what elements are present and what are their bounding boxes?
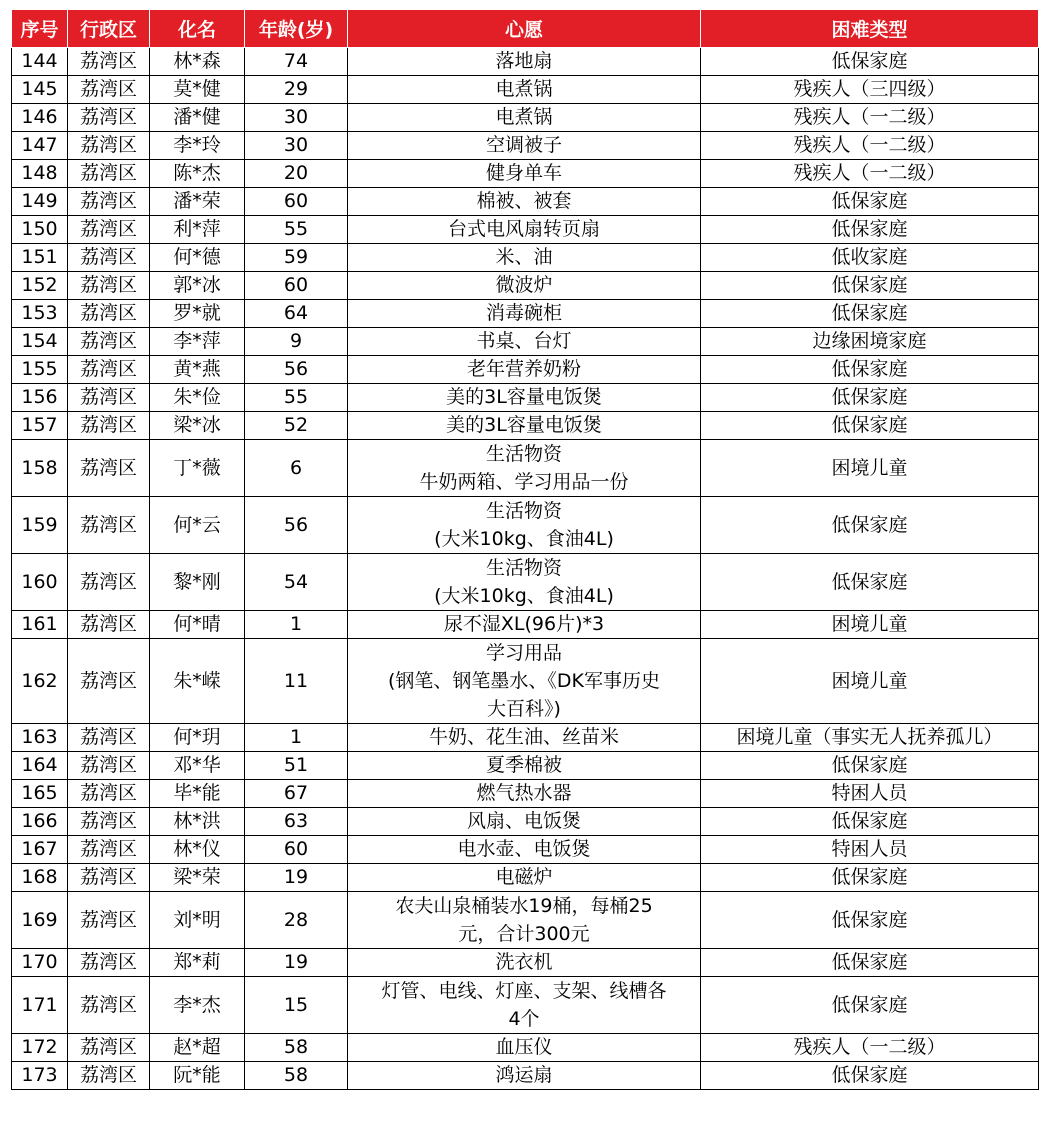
header-age: 年龄(岁) bbox=[245, 10, 348, 48]
cell-wish: 生活物资 牛奶两箱、学习用品一份 bbox=[348, 440, 701, 497]
cell-seq: 160 bbox=[12, 554, 68, 611]
table-row bbox=[12, 384, 1039, 412]
header-district: 行政区 bbox=[68, 10, 150, 48]
cell-hardship-type: 低保家庭 bbox=[701, 48, 1039, 76]
cell-hardship-type: 低保家庭 bbox=[701, 864, 1039, 892]
cell-hardship-type: 困境儿童 bbox=[701, 611, 1039, 639]
table-row bbox=[12, 48, 1039, 76]
cell-district: 荔湾区 bbox=[68, 356, 150, 384]
cell-hardship-type: 低保家庭 bbox=[701, 384, 1039, 412]
cell-age: 58 bbox=[245, 1062, 348, 1090]
table-row bbox=[12, 412, 1039, 440]
cell-age: 60 bbox=[245, 272, 348, 300]
table-row bbox=[12, 554, 1039, 611]
cell-alias: 郭*冰 bbox=[150, 272, 245, 300]
table-row bbox=[12, 328, 1039, 356]
cell-age: 54 bbox=[245, 554, 348, 611]
cell-alias: 李*萍 bbox=[150, 328, 245, 356]
cell-district: 荔湾区 bbox=[68, 554, 150, 611]
cell-age: 19 bbox=[245, 949, 348, 977]
cell-district: 荔湾区 bbox=[68, 1062, 150, 1090]
cell-alias: 潘*健 bbox=[150, 104, 245, 132]
cell-wish: 血压仪 bbox=[348, 1034, 701, 1062]
cell-seq: 144 bbox=[12, 48, 68, 76]
table-row bbox=[12, 188, 1039, 216]
cell-alias: 黄*燕 bbox=[150, 356, 245, 384]
cell-seq: 165 bbox=[12, 780, 68, 808]
cell-age: 63 bbox=[245, 808, 348, 836]
cell-age: 19 bbox=[245, 864, 348, 892]
cell-wish: 灯管、电线、灯座、支架、线槽各 4个 bbox=[348, 977, 701, 1034]
wish-list-table bbox=[11, 9, 1039, 1090]
cell-wish: 书桌、台灯 bbox=[348, 328, 701, 356]
table-row bbox=[12, 836, 1039, 864]
cell-seq: 156 bbox=[12, 384, 68, 412]
cell-alias: 李*杰 bbox=[150, 977, 245, 1034]
cell-district: 荔湾区 bbox=[68, 104, 150, 132]
cell-district: 荔湾区 bbox=[68, 836, 150, 864]
cell-district: 荔湾区 bbox=[68, 724, 150, 752]
cell-seq: 161 bbox=[12, 611, 68, 639]
cell-hardship-type: 低保家庭 bbox=[701, 808, 1039, 836]
cell-alias: 何*德 bbox=[150, 244, 245, 272]
header-row bbox=[12, 10, 1039, 48]
cell-district: 荔湾区 bbox=[68, 949, 150, 977]
table-row bbox=[12, 272, 1039, 300]
table-row bbox=[12, 639, 1039, 724]
cell-wish: 燃气热水器 bbox=[348, 780, 701, 808]
cell-alias: 黎*刚 bbox=[150, 554, 245, 611]
cell-hardship-type: 低保家庭 bbox=[701, 356, 1039, 384]
cell-seq: 150 bbox=[12, 216, 68, 244]
cell-age: 9 bbox=[245, 328, 348, 356]
table-row bbox=[12, 892, 1039, 949]
cell-wish: 学习用品 (钢笔、钢笔墨水、《DK军事历史 大百科》) bbox=[348, 639, 701, 724]
cell-wish: 美的3L容量电饭煲 bbox=[348, 384, 701, 412]
cell-hardship-type: 残疾人（一二级） bbox=[701, 1034, 1039, 1062]
cell-wish: 电煮锅 bbox=[348, 76, 701, 104]
cell-wish: 米、油 bbox=[348, 244, 701, 272]
cell-seq: 157 bbox=[12, 412, 68, 440]
cell-district: 荔湾区 bbox=[68, 1034, 150, 1062]
cell-district: 荔湾区 bbox=[68, 300, 150, 328]
cell-hardship-type: 低保家庭 bbox=[701, 188, 1039, 216]
cell-wish: 生活物资 (大米10kg、食油4L) bbox=[348, 554, 701, 611]
cell-district: 荔湾区 bbox=[68, 440, 150, 497]
cell-alias: 潘*荣 bbox=[150, 188, 245, 216]
cell-district: 荔湾区 bbox=[68, 639, 150, 724]
cell-age: 1 bbox=[245, 611, 348, 639]
cell-district: 荔湾区 bbox=[68, 412, 150, 440]
table-row bbox=[12, 104, 1039, 132]
table-row bbox=[12, 76, 1039, 104]
cell-alias: 利*萍 bbox=[150, 216, 245, 244]
cell-wish: 电磁炉 bbox=[348, 864, 701, 892]
cell-alias: 何*晴 bbox=[150, 611, 245, 639]
cell-age: 15 bbox=[245, 977, 348, 1034]
cell-wish: 生活物资 (大米10kg、食油4L) bbox=[348, 497, 701, 554]
cell-alias: 何*玥 bbox=[150, 724, 245, 752]
cell-hardship-type: 低收家庭 bbox=[701, 244, 1039, 272]
cell-hardship-type: 残疾人（一二级） bbox=[701, 160, 1039, 188]
cell-district: 荔湾区 bbox=[68, 132, 150, 160]
cell-seq: 167 bbox=[12, 836, 68, 864]
cell-alias: 阮*能 bbox=[150, 1062, 245, 1090]
cell-alias: 梁*荣 bbox=[150, 864, 245, 892]
cell-alias: 林*森 bbox=[150, 48, 245, 76]
header-hardship-type: 困难类型 bbox=[701, 10, 1039, 48]
cell-alias: 刘*明 bbox=[150, 892, 245, 949]
cell-age: 60 bbox=[245, 836, 348, 864]
cell-age: 11 bbox=[245, 639, 348, 724]
cell-alias: 林*仪 bbox=[150, 836, 245, 864]
cell-district: 荔湾区 bbox=[68, 244, 150, 272]
cell-seq: 153 bbox=[12, 300, 68, 328]
cell-seq: 171 bbox=[12, 977, 68, 1034]
cell-hardship-type: 低保家庭 bbox=[701, 892, 1039, 949]
cell-alias: 李*玲 bbox=[150, 132, 245, 160]
cell-age: 30 bbox=[245, 132, 348, 160]
cell-age: 56 bbox=[245, 356, 348, 384]
cell-district: 荔湾区 bbox=[68, 611, 150, 639]
cell-district: 荔湾区 bbox=[68, 48, 150, 76]
cell-hardship-type: 低保家庭 bbox=[701, 752, 1039, 780]
cell-wish: 消毒碗柜 bbox=[348, 300, 701, 328]
table-row bbox=[12, 611, 1039, 639]
cell-hardship-type: 低保家庭 bbox=[701, 272, 1039, 300]
table-row bbox=[12, 300, 1039, 328]
cell-hardship-type: 残疾人（三四级） bbox=[701, 76, 1039, 104]
table-row bbox=[12, 724, 1039, 752]
cell-district: 荔湾区 bbox=[68, 808, 150, 836]
cell-alias: 赵*超 bbox=[150, 1034, 245, 1062]
cell-wish: 空调被子 bbox=[348, 132, 701, 160]
cell-seq: 148 bbox=[12, 160, 68, 188]
cell-hardship-type: 特困人员 bbox=[701, 780, 1039, 808]
cell-seq: 146 bbox=[12, 104, 68, 132]
header-alias: 化名 bbox=[150, 10, 245, 48]
cell-district: 荔湾区 bbox=[68, 76, 150, 104]
cell-seq: 155 bbox=[12, 356, 68, 384]
table-row bbox=[12, 356, 1039, 384]
cell-alias: 邓*华 bbox=[150, 752, 245, 780]
cell-wish: 农夫山泉桶装水19桶，每桶25 元，合计300元 bbox=[348, 892, 701, 949]
cell-district: 荔湾区 bbox=[68, 328, 150, 356]
table-row bbox=[12, 244, 1039, 272]
cell-district: 荔湾区 bbox=[68, 188, 150, 216]
cell-wish: 电煮锅 bbox=[348, 104, 701, 132]
cell-alias: 朱*俭 bbox=[150, 384, 245, 412]
cell-hardship-type: 困境儿童 bbox=[701, 639, 1039, 724]
cell-wish: 尿不湿XL(96片)*3 bbox=[348, 611, 701, 639]
table-row bbox=[12, 216, 1039, 244]
cell-alias: 林*洪 bbox=[150, 808, 245, 836]
table-row bbox=[12, 497, 1039, 554]
table-row bbox=[12, 752, 1039, 780]
cell-wish: 微波炉 bbox=[348, 272, 701, 300]
cell-seq: 168 bbox=[12, 864, 68, 892]
cell-district: 荔湾区 bbox=[68, 272, 150, 300]
cell-alias: 陈*杰 bbox=[150, 160, 245, 188]
table-row bbox=[12, 1062, 1039, 1090]
cell-age: 74 bbox=[245, 48, 348, 76]
table-row bbox=[12, 160, 1039, 188]
cell-hardship-type: 低保家庭 bbox=[701, 412, 1039, 440]
cell-hardship-type: 低保家庭 bbox=[701, 554, 1039, 611]
cell-wish: 风扇、电饭煲 bbox=[348, 808, 701, 836]
cell-age: 51 bbox=[245, 752, 348, 780]
cell-age: 30 bbox=[245, 104, 348, 132]
cell-hardship-type: 困境儿童（事实无人抚养孤儿） bbox=[701, 724, 1039, 752]
cell-age: 29 bbox=[245, 76, 348, 104]
cell-seq: 170 bbox=[12, 949, 68, 977]
cell-alias: 莫*健 bbox=[150, 76, 245, 104]
cell-wish: 健身单车 bbox=[348, 160, 701, 188]
cell-hardship-type: 低保家庭 bbox=[701, 300, 1039, 328]
cell-seq: 164 bbox=[12, 752, 68, 780]
cell-wish: 电水壶、电饭煲 bbox=[348, 836, 701, 864]
cell-age: 55 bbox=[245, 216, 348, 244]
cell-wish: 夏季棉被 bbox=[348, 752, 701, 780]
cell-alias: 罗*就 bbox=[150, 300, 245, 328]
cell-seq: 145 bbox=[12, 76, 68, 104]
cell-seq: 158 bbox=[12, 440, 68, 497]
header-wish: 心愿 bbox=[348, 10, 701, 48]
cell-wish: 鸿运扇 bbox=[348, 1062, 701, 1090]
cell-hardship-type: 低保家庭 bbox=[701, 216, 1039, 244]
cell-district: 荔湾区 bbox=[68, 864, 150, 892]
cell-wish: 台式电风扇转页扇 bbox=[348, 216, 701, 244]
cell-wish: 落地扇 bbox=[348, 48, 701, 76]
cell-hardship-type: 低保家庭 bbox=[701, 1062, 1039, 1090]
table-row bbox=[12, 864, 1039, 892]
cell-age: 64 bbox=[245, 300, 348, 328]
cell-district: 荔湾区 bbox=[68, 160, 150, 188]
cell-seq: 166 bbox=[12, 808, 68, 836]
cell-seq: 172 bbox=[12, 1034, 68, 1062]
cell-district: 荔湾区 bbox=[68, 977, 150, 1034]
cell-hardship-type: 困境儿童 bbox=[701, 440, 1039, 497]
cell-age: 1 bbox=[245, 724, 348, 752]
table-row bbox=[12, 808, 1039, 836]
cell-age: 67 bbox=[245, 780, 348, 808]
cell-district: 荔湾区 bbox=[68, 497, 150, 554]
cell-district: 荔湾区 bbox=[68, 780, 150, 808]
cell-age: 56 bbox=[245, 497, 348, 554]
cell-age: 55 bbox=[245, 384, 348, 412]
cell-hardship-type: 残疾人（一二级） bbox=[701, 104, 1039, 132]
cell-age: 28 bbox=[245, 892, 348, 949]
cell-district: 荔湾区 bbox=[68, 216, 150, 244]
cell-hardship-type: 低保家庭 bbox=[701, 949, 1039, 977]
cell-hardship-type: 边缘困境家庭 bbox=[701, 328, 1039, 356]
cell-alias: 丁*薇 bbox=[150, 440, 245, 497]
cell-district: 荔湾区 bbox=[68, 384, 150, 412]
cell-hardship-type: 特困人员 bbox=[701, 836, 1039, 864]
cell-seq: 151 bbox=[12, 244, 68, 272]
table-row bbox=[12, 132, 1039, 160]
table-row bbox=[12, 949, 1039, 977]
table-body bbox=[12, 48, 1039, 1090]
cell-seq: 149 bbox=[12, 188, 68, 216]
cell-age: 20 bbox=[245, 160, 348, 188]
cell-alias: 朱*嵘 bbox=[150, 639, 245, 724]
table-row bbox=[12, 1034, 1039, 1062]
cell-age: 60 bbox=[245, 188, 348, 216]
cell-seq: 152 bbox=[12, 272, 68, 300]
cell-wish: 美的3L容量电饭煲 bbox=[348, 412, 701, 440]
cell-age: 6 bbox=[245, 440, 348, 497]
cell-alias: 毕*能 bbox=[150, 780, 245, 808]
header-seq: 序号 bbox=[12, 10, 68, 48]
cell-wish: 老年营养奶粉 bbox=[348, 356, 701, 384]
cell-seq: 163 bbox=[12, 724, 68, 752]
cell-hardship-type: 低保家庭 bbox=[701, 977, 1039, 1034]
cell-age: 52 bbox=[245, 412, 348, 440]
cell-seq: 162 bbox=[12, 639, 68, 724]
table-row bbox=[12, 440, 1039, 497]
cell-hardship-type: 残疾人（一二级） bbox=[701, 132, 1039, 160]
cell-seq: 147 bbox=[12, 132, 68, 160]
cell-alias: 郑*莉 bbox=[150, 949, 245, 977]
cell-seq: 154 bbox=[12, 328, 68, 356]
cell-seq: 173 bbox=[12, 1062, 68, 1090]
cell-alias: 何*云 bbox=[150, 497, 245, 554]
cell-wish: 牛奶、花生油、丝苗米 bbox=[348, 724, 701, 752]
cell-age: 58 bbox=[245, 1034, 348, 1062]
table-row bbox=[12, 780, 1039, 808]
cell-age: 59 bbox=[245, 244, 348, 272]
cell-alias: 梁*冰 bbox=[150, 412, 245, 440]
cell-district: 荔湾区 bbox=[68, 752, 150, 780]
cell-hardship-type: 低保家庭 bbox=[701, 497, 1039, 554]
cell-wish: 洗衣机 bbox=[348, 949, 701, 977]
cell-district: 荔湾区 bbox=[68, 892, 150, 949]
cell-seq: 159 bbox=[12, 497, 68, 554]
cell-seq: 169 bbox=[12, 892, 68, 949]
cell-wish: 棉被、被套 bbox=[348, 188, 701, 216]
table-row bbox=[12, 977, 1039, 1034]
